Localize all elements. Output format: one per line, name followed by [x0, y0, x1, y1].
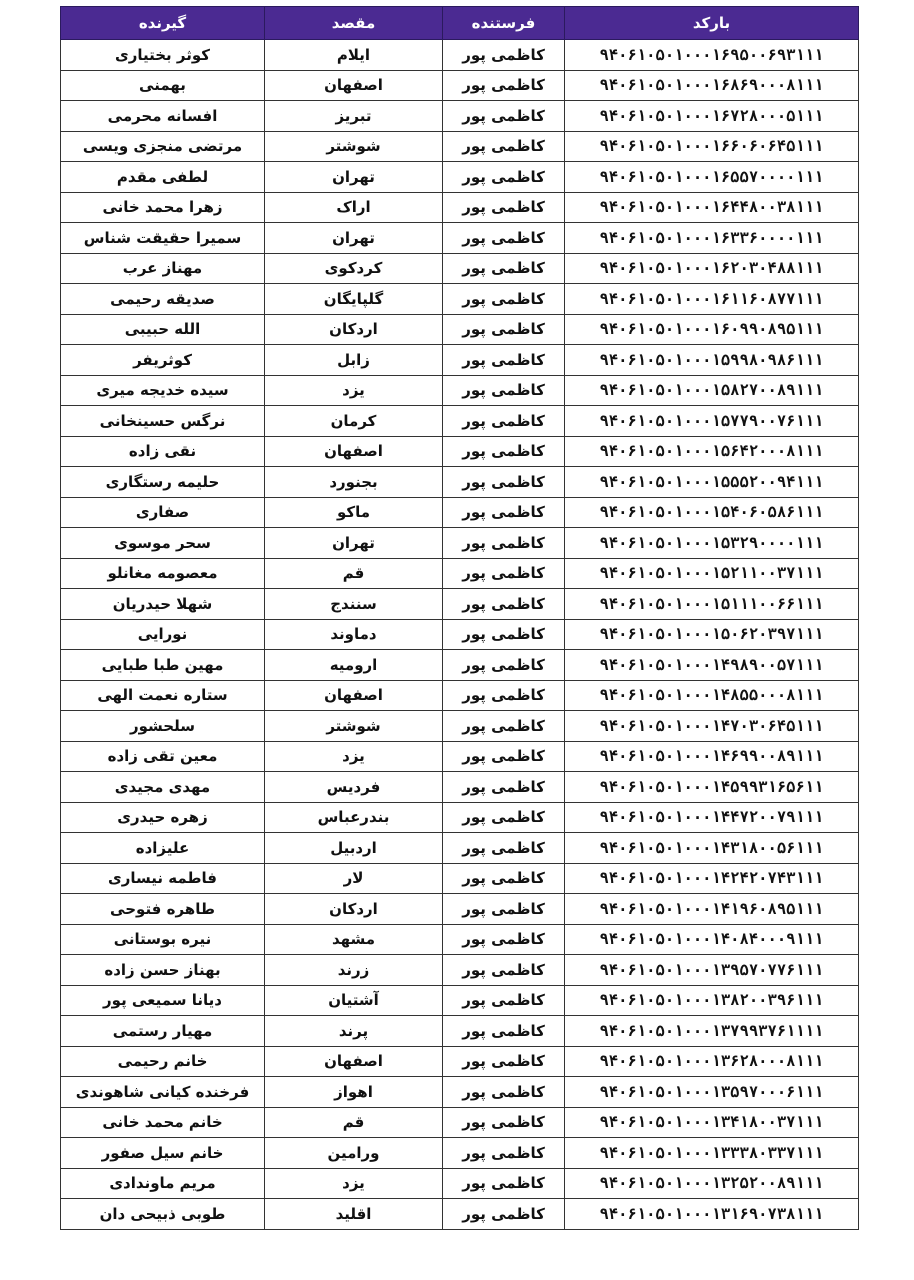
- destination-cell: یزد: [265, 375, 443, 406]
- sender-cell: کاظمی پور: [443, 467, 565, 498]
- destination-cell: تبریز: [265, 101, 443, 132]
- sender-cell: کاظمی پور: [443, 223, 565, 254]
- barcode-cell: ۹۴۰۶۱۰۵۰۱۰۰۰۱۶۶۰۶۰۶۴۵۱۱۱: [565, 131, 859, 162]
- table-row: [61, 1199, 859, 1230]
- destination-cell: اردبیل: [265, 833, 443, 864]
- sender-cell: کاظمی پور: [443, 619, 565, 650]
- destination-cell: اصفهان: [265, 1046, 443, 1077]
- table-row: [61, 833, 859, 864]
- table-row: [61, 436, 859, 467]
- sender-cell: کاظمی پور: [443, 955, 565, 986]
- header-receiver: گیرنده: [61, 7, 265, 40]
- destination-cell: زرند: [265, 955, 443, 986]
- receiver-cell: دیانا سمیعی پور: [61, 985, 265, 1016]
- receiver-cell: مریم ماوندادی: [61, 1168, 265, 1199]
- barcode-cell: ۹۴۰۶۱۰۵۰۱۰۰۰۱۶۳۳۶۰۰۰۰۱۱۱: [565, 223, 859, 254]
- barcode-cell: ۹۴۰۶۱۰۵۰۱۰۰۰۱۴۶۹۹۰۰۸۹۱۱۱: [565, 741, 859, 772]
- header-barcode: بارکد: [565, 7, 859, 40]
- receiver-cell: مرتضی منجزی ویسی: [61, 131, 265, 162]
- sender-cell: کاظمی پور: [443, 558, 565, 589]
- table-row: [61, 162, 859, 193]
- barcode-cell: ۹۴۰۶۱۰۵۰۱۰۰۰۱۶۲۰۳۰۴۸۸۱۱۱: [565, 253, 859, 284]
- sender-cell: کاظمی پور: [443, 101, 565, 132]
- receiver-cell: نقی زاده: [61, 436, 265, 467]
- sender-cell: کاظمی پور: [443, 345, 565, 376]
- receiver-cell: مهین طبا طبایی: [61, 650, 265, 681]
- sender-cell: کاظمی پور: [443, 436, 565, 467]
- receiver-cell: مهناز عرب: [61, 253, 265, 284]
- receiver-cell: الله حبیبی: [61, 314, 265, 345]
- destination-cell: اقلید: [265, 1199, 443, 1230]
- barcode-cell: ۹۴۰۶۱۰۵۰۱۰۰۰۱۴۱۹۶۰۸۹۵۱۱۱: [565, 894, 859, 925]
- barcode-cell: ۹۴۰۶۱۰۵۰۱۰۰۰۱۴۷۰۳۰۶۴۵۱۱۱: [565, 711, 859, 742]
- sender-cell: کاظمی پور: [443, 894, 565, 925]
- table-row: [61, 192, 859, 223]
- receiver-cell: خانم رحیمی: [61, 1046, 265, 1077]
- table-row: [61, 345, 859, 376]
- barcode-cell: ۹۴۰۶۱۰۵۰۱۰۰۰۱۳۳۳۸۰۳۳۷۱۱۱: [565, 1138, 859, 1169]
- barcode-cell: ۹۴۰۶۱۰۵۰۱۰۰۰۱۶۰۹۹۰۸۹۵۱۱۱: [565, 314, 859, 345]
- sender-cell: کاظمی پور: [443, 253, 565, 284]
- destination-cell: ارومیه: [265, 650, 443, 681]
- receiver-cell: سلحشور: [61, 711, 265, 742]
- sender-cell: کاظمی پور: [443, 711, 565, 742]
- receiver-cell: صفاری: [61, 497, 265, 528]
- sender-cell: کاظمی پور: [443, 1016, 565, 1047]
- table-row: [61, 619, 859, 650]
- sender-cell: کاظمی پور: [443, 833, 565, 864]
- sender-cell: کاظمی پور: [443, 985, 565, 1016]
- barcode-cell: ۹۴۰۶۱۰۵۰۱۰۰۰۱۵۷۷۹۰۰۷۶۱۱۱: [565, 406, 859, 437]
- sender-cell: کاظمی پور: [443, 1138, 565, 1169]
- sender-cell: کاظمی پور: [443, 192, 565, 223]
- barcode-cell: ۹۴۰۶۱۰۵۰۱۰۰۰۱۵۳۲۹۰۰۰۰۱۱۱: [565, 528, 859, 559]
- receiver-cell: صدیقه رحیمی: [61, 284, 265, 315]
- table-row: [61, 711, 859, 742]
- receiver-cell: مهدی مجیدی: [61, 772, 265, 803]
- destination-cell: اصفهان: [265, 70, 443, 101]
- destination-cell: اصفهان: [265, 680, 443, 711]
- barcode-cell: ۹۴۰۶۱۰۵۰۱۰۰۰۱۵۰۶۲۰۳۹۷۱۱۱: [565, 619, 859, 650]
- sender-cell: کاظمی پور: [443, 406, 565, 437]
- sender-cell: کاظمی پور: [443, 802, 565, 833]
- sender-cell: کاظمی پور: [443, 924, 565, 955]
- receiver-cell: افسانه محرمی: [61, 101, 265, 132]
- table-row: [61, 650, 859, 681]
- destination-cell: ماکو: [265, 497, 443, 528]
- header-sender: فرستنده: [443, 7, 565, 40]
- destination-cell: فردیس: [265, 772, 443, 803]
- receiver-cell: مهیار رستمی: [61, 1016, 265, 1047]
- table-row: [61, 528, 859, 559]
- destination-cell: اهواز: [265, 1077, 443, 1108]
- sender-cell: کاظمی پور: [443, 772, 565, 803]
- destination-cell: کردکوی: [265, 253, 443, 284]
- barcode-cell: ۹۴۰۶۱۰۵۰۱۰۰۰۱۴۴۷۲۰۰۷۹۱۱۱: [565, 802, 859, 833]
- destination-cell: اصفهان: [265, 436, 443, 467]
- destination-cell: تهران: [265, 528, 443, 559]
- barcode-cell: ۹۴۰۶۱۰۵۰۱۰۰۰۱۵۶۴۲۰۰۰۸۱۱۱: [565, 436, 859, 467]
- destination-cell: تهران: [265, 162, 443, 193]
- barcode-cell: ۹۴۰۶۱۰۵۰۱۰۰۰۱۶۱۱۶۰۸۷۷۱۱۱: [565, 284, 859, 315]
- sender-cell: کاظمی پور: [443, 314, 565, 345]
- barcode-cell: ۹۴۰۶۱۰۵۰۱۰۰۰۱۴۲۴۲۰۷۴۳۱۱۱: [565, 863, 859, 894]
- sender-cell: کاظمی پور: [443, 284, 565, 315]
- receiver-cell: کوثر بختیاری: [61, 40, 265, 71]
- receiver-cell: زهره حیدری: [61, 802, 265, 833]
- barcode-cell: ۹۴۰۶۱۰۵۰۱۰۰۰۱۶۷۲۸۰۰۰۵۱۱۱: [565, 101, 859, 132]
- receiver-cell: طاهره فتوحی: [61, 894, 265, 925]
- sender-cell: کاظمی پور: [443, 375, 565, 406]
- barcode-cell: ۹۴۰۶۱۰۵۰۱۰۰۰۱۳۲۵۲۰۰۸۹۱۱۱: [565, 1168, 859, 1199]
- receiver-cell: زهرا محمد خانی: [61, 192, 265, 223]
- destination-cell: یزد: [265, 741, 443, 772]
- table-body: [61, 40, 859, 1230]
- destination-cell: بندرعباس: [265, 802, 443, 833]
- receiver-cell: سحر موسوی: [61, 528, 265, 559]
- sender-cell: کاظمی پور: [443, 70, 565, 101]
- destination-cell: گلپایگان: [265, 284, 443, 315]
- sender-cell: کاظمی پور: [443, 1077, 565, 1108]
- barcode-cell: ۹۴۰۶۱۰۵۰۱۰۰۰۱۳۷۹۹۳۷۶۱۱۱۱: [565, 1016, 859, 1047]
- table-row: [61, 802, 859, 833]
- barcode-cell: ۹۴۰۶۱۰۵۰۱۰۰۰۱۶۴۴۸۰۰۳۸۱۱۱: [565, 192, 859, 223]
- table-row: [61, 253, 859, 284]
- destination-cell: تهران: [265, 223, 443, 254]
- receiver-cell: لطفی مقدم: [61, 162, 265, 193]
- receiver-cell: نرگس حسینخانی: [61, 406, 265, 437]
- table-row: [61, 985, 859, 1016]
- destination-cell: یزد: [265, 1168, 443, 1199]
- table-header-row: [61, 7, 859, 40]
- destination-cell: پرند: [265, 1016, 443, 1047]
- destination-cell: آشتیان: [265, 985, 443, 1016]
- sender-cell: کاظمی پور: [443, 680, 565, 711]
- table-row: [61, 223, 859, 254]
- table-row: [61, 680, 859, 711]
- barcode-cell: ۹۴۰۶۱۰۵۰۱۰۰۰۱۵۹۹۸۰۹۸۶۱۱۱: [565, 345, 859, 376]
- destination-cell: لار: [265, 863, 443, 894]
- receiver-cell: سیده خدیجه میری: [61, 375, 265, 406]
- destination-cell: ورامین: [265, 1138, 443, 1169]
- receiver-cell: خانم محمد خانی: [61, 1107, 265, 1138]
- table-row: [61, 863, 859, 894]
- sender-cell: کاظمی پور: [443, 589, 565, 620]
- destination-cell: قم: [265, 1107, 443, 1138]
- table-row: [61, 1168, 859, 1199]
- receiver-cell: حلیمه رستگاری: [61, 467, 265, 498]
- sender-cell: کاظمی پور: [443, 1046, 565, 1077]
- table-row: [61, 1046, 859, 1077]
- shipments-table: [60, 6, 859, 1230]
- barcode-cell: ۹۴۰۶۱۰۵۰۱۰۰۰۱۶۹۵۰۰۶۹۳۱۱۱: [565, 40, 859, 71]
- receiver-cell: کوثریفر: [61, 345, 265, 376]
- sender-cell: کاظمی پور: [443, 863, 565, 894]
- table-row: [61, 558, 859, 589]
- table-row: [61, 741, 859, 772]
- destination-cell: مشهد: [265, 924, 443, 955]
- table-row: [61, 131, 859, 162]
- destination-cell: اراک: [265, 192, 443, 223]
- sender-cell: کاظمی پور: [443, 650, 565, 681]
- destination-cell: قم: [265, 558, 443, 589]
- receiver-cell: ستاره نعمت الهی: [61, 680, 265, 711]
- receiver-cell: شهلا حیدریان: [61, 589, 265, 620]
- table-row: [61, 955, 859, 986]
- receiver-cell: فرخنده کیانی شاهوندی: [61, 1077, 265, 1108]
- barcode-cell: ۹۴۰۶۱۰۵۰۱۰۰۰۱۶۸۶۹۰۰۰۸۱۱۱: [565, 70, 859, 101]
- barcode-cell: ۹۴۰۶۱۰۵۰۱۰۰۰۱۴۸۵۵۰۰۰۸۱۱۱: [565, 680, 859, 711]
- barcode-cell: ۹۴۰۶۱۰۵۰۱۰۰۰۱۳۵۹۷۰۰۰۶۱۱۱: [565, 1077, 859, 1108]
- table-row: [61, 40, 859, 71]
- sender-cell: کاظمی پور: [443, 131, 565, 162]
- barcode-cell: ۹۴۰۶۱۰۵۰۱۰۰۰۱۵۴۰۶۰۵۸۶۱۱۱: [565, 497, 859, 528]
- table-row: [61, 1107, 859, 1138]
- table-row: [61, 467, 859, 498]
- receiver-cell: بهمنی: [61, 70, 265, 101]
- receiver-cell: بهناز حسن زاده: [61, 955, 265, 986]
- receiver-cell: طوبی ذبیحی دان: [61, 1199, 265, 1230]
- destination-cell: کرمان: [265, 406, 443, 437]
- destination-cell: شوشتر: [265, 711, 443, 742]
- table-row: [61, 284, 859, 315]
- barcode-cell: ۹۴۰۶۱۰۵۰۱۰۰۰۱۳۸۲۰۰۳۹۶۱۱۱: [565, 985, 859, 1016]
- table-row: [61, 924, 859, 955]
- receiver-cell: علیزاده: [61, 833, 265, 864]
- sender-cell: کاظمی پور: [443, 162, 565, 193]
- barcode-cell: ۹۴۰۶۱۰۵۰۱۰۰۰۱۴۵۹۹۳۱۶۵۶۱۱: [565, 772, 859, 803]
- barcode-cell: ۹۴۰۶۱۰۵۰۱۰۰۰۱۴۹۸۹۰۰۵۷۱۱۱: [565, 650, 859, 681]
- table-row: [61, 314, 859, 345]
- sender-cell: کاظمی پور: [443, 741, 565, 772]
- receiver-cell: نورایی: [61, 619, 265, 650]
- barcode-cell: ۹۴۰۶۱۰۵۰۱۰۰۰۱۵۲۱۱۰۰۳۷۱۱۱: [565, 558, 859, 589]
- receiver-cell: نیره بوستانی: [61, 924, 265, 955]
- table-row: [61, 70, 859, 101]
- header-destination: مقصد: [265, 7, 443, 40]
- barcode-cell: ۹۴۰۶۱۰۵۰۱۰۰۰۱۵۱۱۱۰۰۶۶۱۱۱: [565, 589, 859, 620]
- destination-cell: دماوند: [265, 619, 443, 650]
- receiver-cell: معین تقی زاده: [61, 741, 265, 772]
- destination-cell: اردکان: [265, 314, 443, 345]
- destination-cell: بجنورد: [265, 467, 443, 498]
- table-row: [61, 772, 859, 803]
- sender-cell: کاظمی پور: [443, 497, 565, 528]
- sender-cell: کاظمی پور: [443, 1199, 565, 1230]
- table-row: [61, 406, 859, 437]
- receiver-cell: فاطمه نیساری: [61, 863, 265, 894]
- barcode-cell: ۹۴۰۶۱۰۵۰۱۰۰۰۱۵۸۲۷۰۰۸۹۱۱۱: [565, 375, 859, 406]
- receiver-cell: خانم سیل صفور: [61, 1138, 265, 1169]
- sender-cell: کاظمی پور: [443, 528, 565, 559]
- table-row: [61, 894, 859, 925]
- destination-cell: شوشتر: [265, 131, 443, 162]
- destination-cell: ایلام: [265, 40, 443, 71]
- barcode-cell: ۹۴۰۶۱۰۵۰۱۰۰۰۱۵۵۵۲۰۰۹۴۱۱۱: [565, 467, 859, 498]
- barcode-cell: ۹۴۰۶۱۰۵۰۱۰۰۰۱۴۰۸۴۰۰۰۹۱۱۱: [565, 924, 859, 955]
- table-row: [61, 1077, 859, 1108]
- table-row: [61, 1016, 859, 1047]
- barcode-cell: ۹۴۰۶۱۰۵۰۱۰۰۰۱۶۵۵۷۰۰۰۰۱۱۱: [565, 162, 859, 193]
- destination-cell: سنندج: [265, 589, 443, 620]
- sender-cell: کاظمی پور: [443, 1168, 565, 1199]
- destination-cell: اردکان: [265, 894, 443, 925]
- barcode-cell: ۹۴۰۶۱۰۵۰۱۰۰۰۱۳۹۵۷۰۷۷۶۱۱۱: [565, 955, 859, 986]
- table-row: [61, 589, 859, 620]
- sender-cell: کاظمی پور: [443, 1107, 565, 1138]
- table-row: [61, 497, 859, 528]
- receiver-cell: سمیرا حقیقت شناس: [61, 223, 265, 254]
- barcode-cell: ۹۴۰۶۱۰۵۰۱۰۰۰۱۳۴۱۸۰۰۳۷۱۱۱: [565, 1107, 859, 1138]
- sender-cell: کاظمی پور: [443, 40, 565, 71]
- table-row: [61, 101, 859, 132]
- table-row: [61, 1138, 859, 1169]
- table-row: [61, 375, 859, 406]
- barcode-cell: ۹۴۰۶۱۰۵۰۱۰۰۰۱۳۶۲۸۰۰۰۸۱۱۱: [565, 1046, 859, 1077]
- destination-cell: زابل: [265, 345, 443, 376]
- barcode-cell: ۹۴۰۶۱۰۵۰۱۰۰۰۱۴۳۱۸۰۰۵۶۱۱۱: [565, 833, 859, 864]
- barcode-cell: ۹۴۰۶۱۰۵۰۱۰۰۰۱۳۱۶۹۰۷۳۸۱۱۱: [565, 1199, 859, 1230]
- receiver-cell: معصومه مغانلو: [61, 558, 265, 589]
